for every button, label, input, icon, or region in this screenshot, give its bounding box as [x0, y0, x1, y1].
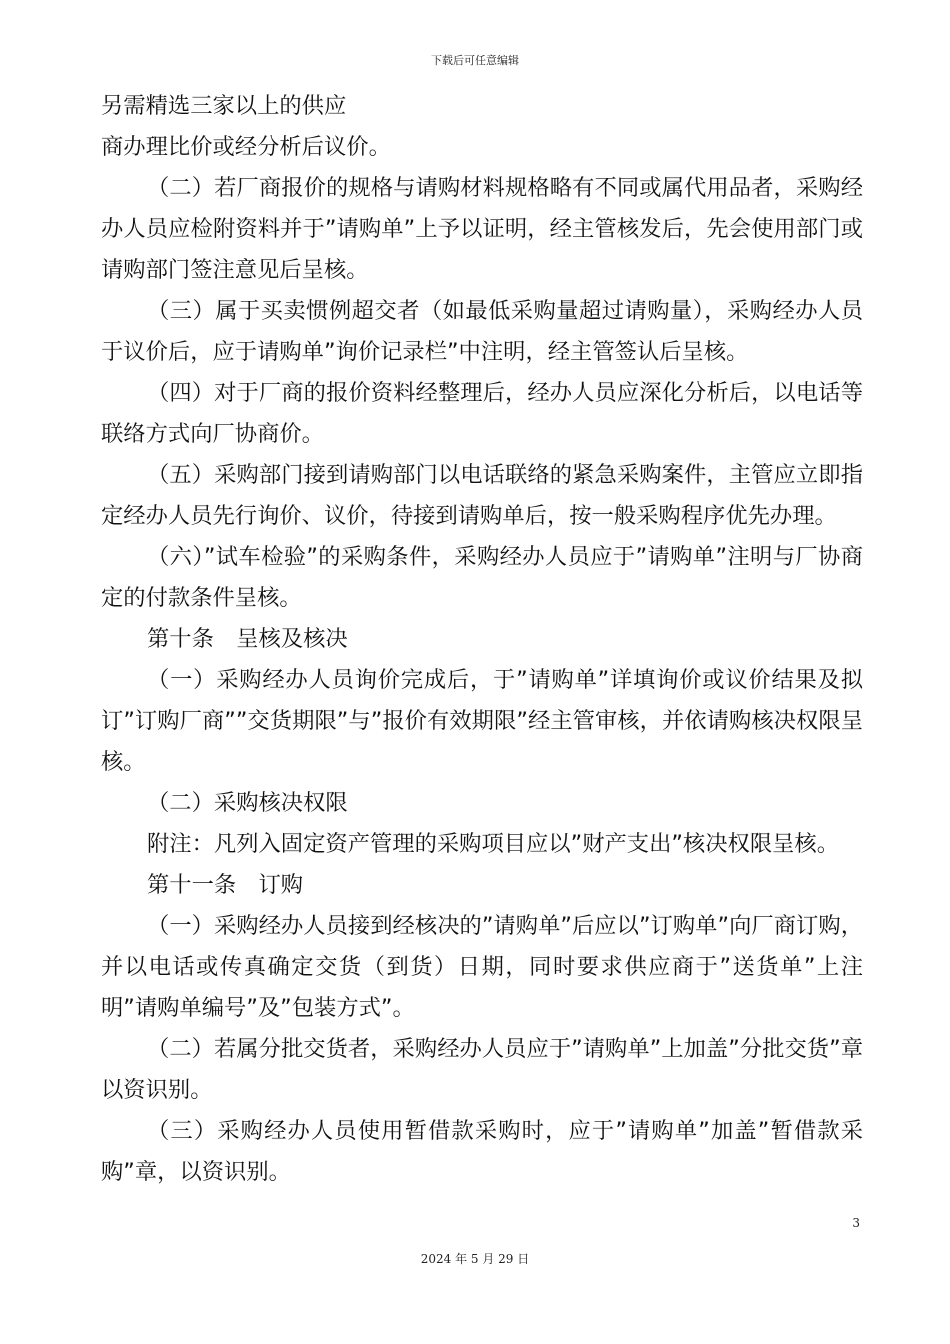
page-number: 3	[852, 1216, 860, 1230]
paragraph: （四）对于厂商的报价资料经整理后，经办人员应深化分析后，以电话等联络方式向厂协商价。	[101, 380, 863, 447]
paragraph: 商办理比价或经分析后议价。	[101, 134, 391, 160]
document-body	[101, 86, 863, 1193]
paragraph: （五）采购部门接到请购部门以电话联络的紧急采购案件，主管应立即指定经办人员先行询价、议价，待接到请购单后，按一般采购程序优先办理。	[101, 462, 863, 529]
paragraph: （二）采购核决权限	[147, 790, 348, 816]
paragraph: （二）若属分批交货者，采购经办人员应于”请购单”上加盖”分批交货”章以资识别。	[101, 1036, 863, 1103]
paragraph: （三）采购经办人员使用暂借款采购时，应于”请购单”加盖”暂借款采购”章，以资识别。	[101, 1118, 863, 1185]
paragraph: （三）属于买卖惯例超交者（如最低采购量超过请购量），采购经办人员于议价后，应于请购单”询价记录栏”中注明，经主管签认后呈核。	[101, 298, 863, 365]
section-heading: 第十一条 订购	[147, 872, 304, 898]
section-heading: 第十条 呈核及核决	[147, 626, 348, 652]
paragraph: （二）若厂商报价的规格与请购材料规格略有不同或属代用品者，采购经办人员应检附资料并于”请购单”上予以证明，经主管核发后，先会使用部门或请购部门签注意见后呈核。	[101, 175, 863, 283]
paragraph: （六）”试车检验”的采购条件，采购经办人员应于”请购单”注明与厂协商定的付款条件呈核。	[101, 544, 863, 611]
paragraph: （一）采购经办人员接到经核决的”请购单”后应以”订购单”向厂商订购，并以电话或传真确定交货（到货）日期，同时要求供应商于”送货单”上注明”请购单编号”及”包装方式”。	[101, 913, 863, 1021]
paragraph: （一）采购经办人员询价完成后，于”请购单”详填询价或议价结果及拟订”订购厂商””交货期限”与”报价有效期限”经主管审核，并依请购核决权限呈核。	[101, 667, 863, 775]
page-footer-date: 2024 年 5 月 29 日	[420, 1252, 530, 1266]
page-header: 下载后可任意编辑	[431, 54, 519, 67]
note-paragraph: 附注：凡列入固定资产管理的采购项目应以”财产支出”核决权限呈核。	[147, 831, 840, 857]
paragraph: 另需精选三家以上的供应	[101, 93, 347, 119]
